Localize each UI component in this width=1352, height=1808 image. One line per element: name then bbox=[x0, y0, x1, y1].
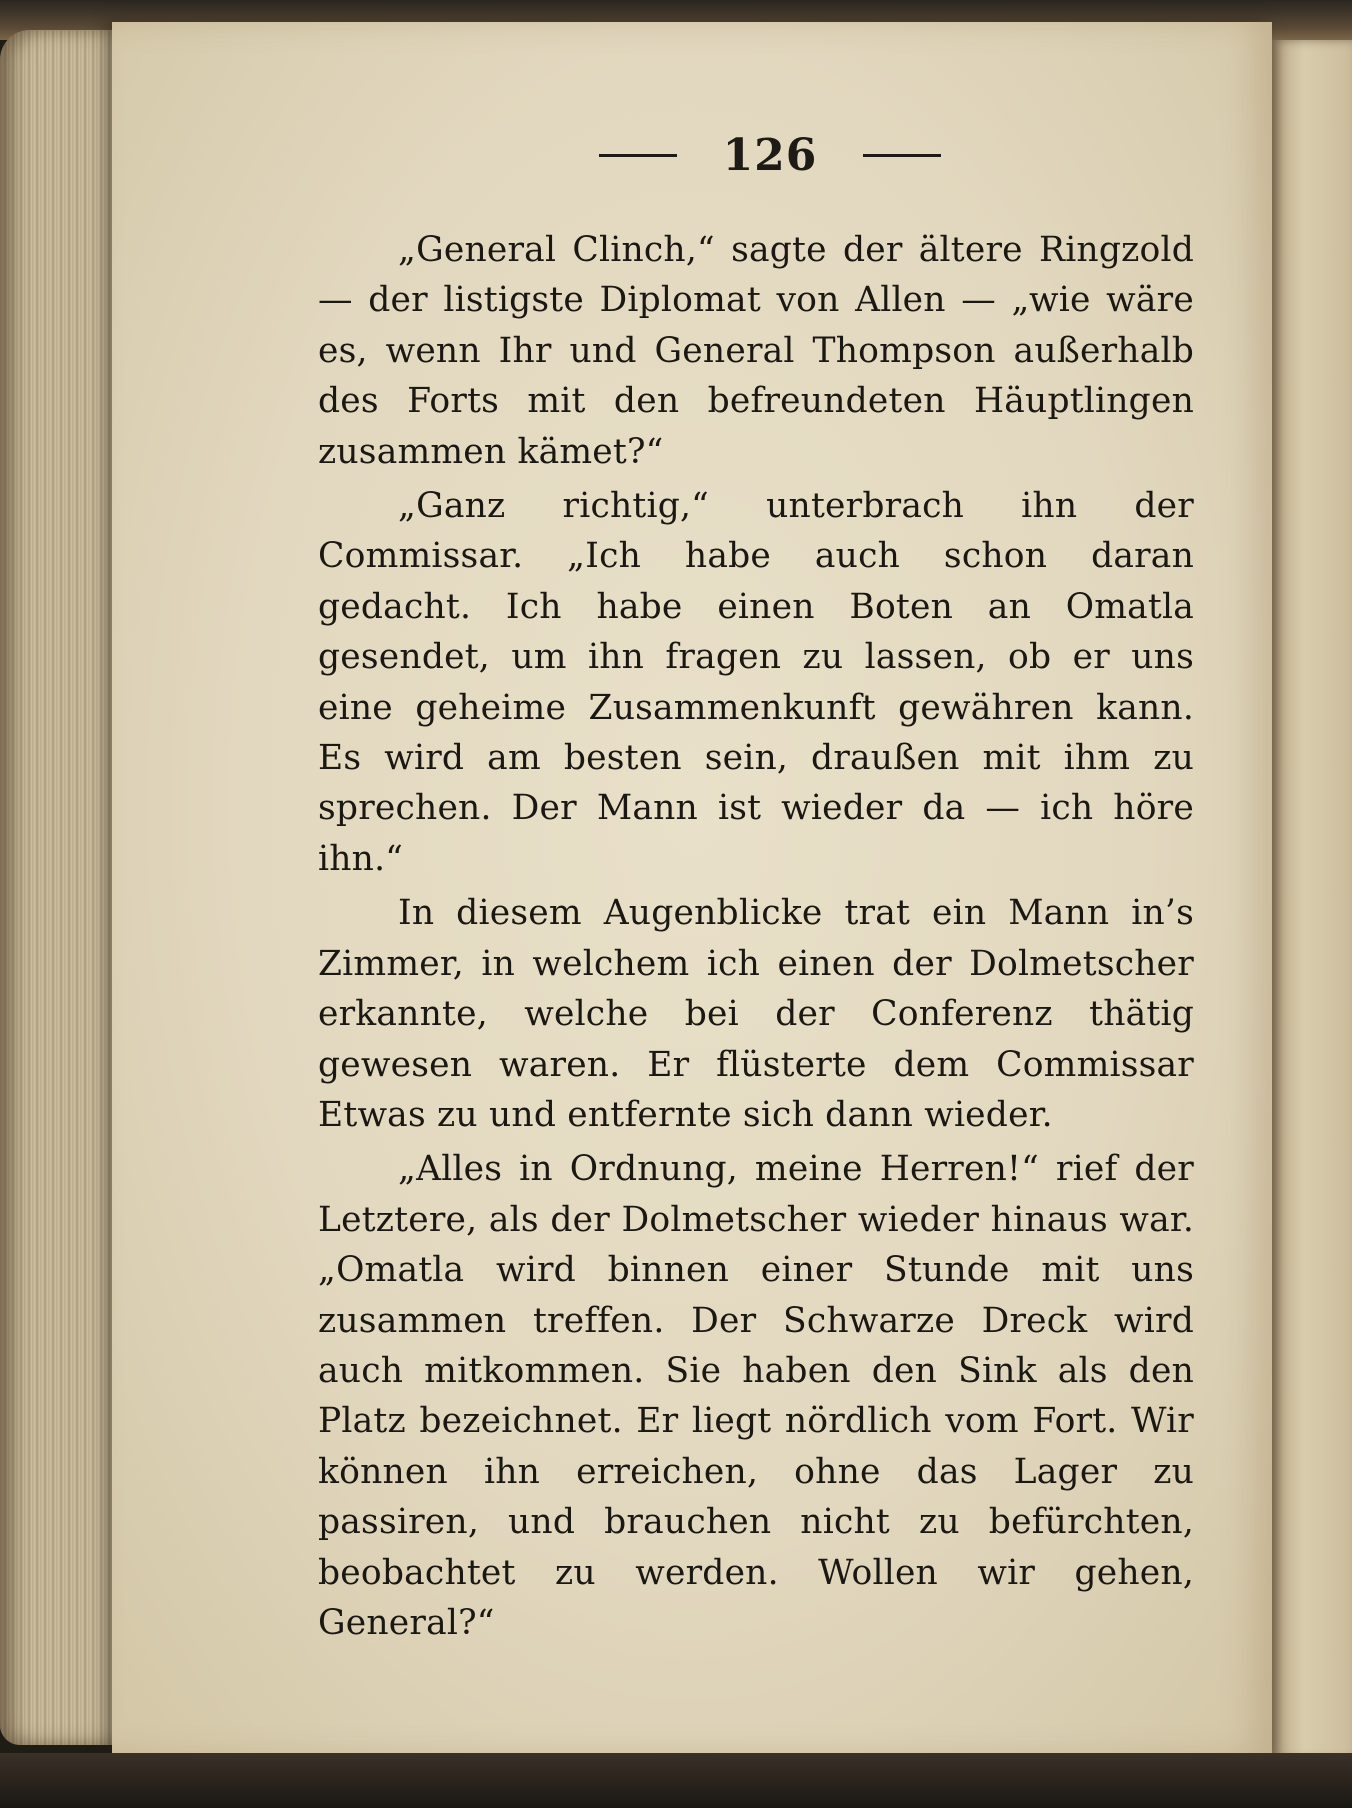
paragraph: „Ganz richtig,“ unterbrach ihn der Commissar. „Ich habe auch schon daran gedacht. Ich habe einen Boten an Omatla gesendet, um ihn fragen zu lassen, ob er uns eine geheime Zusammenkunft gewähren kann. Es wird am besten sein, draußen mit ihm zu sprechen. Der Mann ist wieder da — ich höre ihn.“ bbox=[318, 486, 1194, 879]
page-edges-left bbox=[0, 30, 130, 1745]
paragraph: In diesem Augenblicke trat ein Mann in’s Zimmer, in welchem ich einen der Dolmetscher erkannte, welche bei der Conferenz thätig gewesen waren. Er flüsterte dem Commissar Etwas zu und entfernte sich dann wieder. bbox=[318, 893, 1194, 1135]
facing-page-edge bbox=[1272, 40, 1352, 1760]
page-number: 126 bbox=[722, 129, 818, 181]
body-text bbox=[318, 225, 1194, 1652]
header-rule-right bbox=[863, 154, 941, 157]
paragraph: „Alles in Ordnung, meine Herren!“ rief der Letztere, als der Dolmetscher wieder hinaus war. „Omatla wird binnen einer Stunde mit uns zusammen treffen. Der Schwarze Dreck wird auch mitkommen. Sie haben den Sink als den Platz bezeichnet. Er liegt nördlich vom Fort. Wir können ihn erreichen, ohne das Lager zu passiren, und brauchen nicht zu befürchten, beobachtet zu werden. Wollen wir gehen, General?“ bbox=[318, 1149, 1194, 1643]
book-cover-bottom bbox=[0, 1753, 1352, 1808]
page-header bbox=[590, 125, 950, 185]
paragraph: „General Clinch,“ sagte der ältere Ringzold — der listigste Diplomat von Allen — „wie wäre es, wenn Ihr und General Thompson außerhalb des Forts mit den befreundeten Häuptlingen zusammen kämet?“ bbox=[318, 230, 1194, 472]
header-rule-left bbox=[599, 154, 677, 157]
